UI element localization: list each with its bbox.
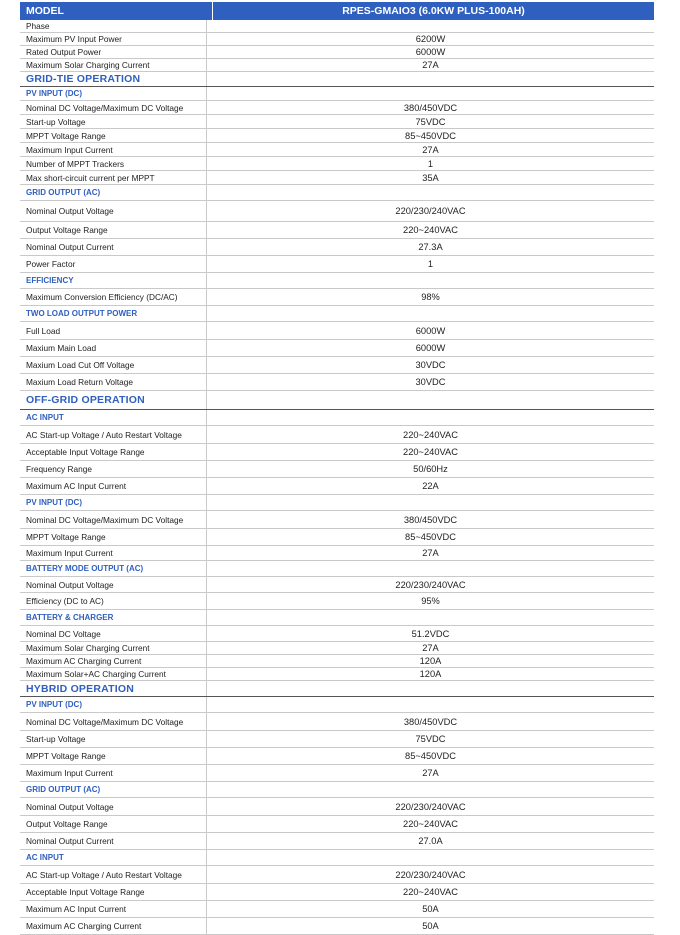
section-title: HYBRID OPERATION [26, 682, 135, 695]
spec-row [20, 374, 654, 391]
spec-value: 220~240VAC [206, 884, 654, 900]
spec-label: Nominal DC Voltage/Maximum DC Voltage [26, 102, 184, 113]
spec-label: Output Voltage Range [26, 819, 108, 829]
spec-value: 30VDC [206, 374, 654, 390]
spec-row [20, 239, 654, 256]
subsection-header-row [20, 850, 654, 866]
spec-value: 220~240VAC [206, 426, 654, 443]
spec-label: Nominal DC Voltage [26, 628, 101, 639]
spec-value: 50/60Hz [206, 461, 654, 477]
spec-label: Maximum AC Charging Current [26, 656, 142, 666]
spec-row [20, 511, 654, 529]
spec-label: Maximum Input Current [26, 548, 113, 558]
spec-label: MPPT Voltage Range [26, 130, 106, 141]
spec-label: Maximum PV Input Power [26, 34, 122, 44]
spec-value: 27A [206, 546, 654, 560]
section-title: BATTERY MODE OUTPUT (AC) [26, 564, 144, 573]
spec-value [206, 681, 654, 696]
spec-value: 1 [206, 157, 654, 170]
subsection-header-row [20, 185, 654, 201]
spec-label: Maximum AC Charging Current [26, 921, 142, 931]
spec-value: 27A [206, 143, 654, 156]
spec-row [20, 20, 654, 33]
spec-value [206, 697, 654, 712]
subsection-header-row [20, 561, 654, 577]
spec-value: 6000W [206, 322, 654, 339]
spec-value: 22A [206, 478, 654, 494]
spec-value: 380/450VDC [206, 713, 654, 730]
spec-row [20, 157, 654, 171]
spec-row [20, 322, 654, 340]
spec-label: Efficiency (DC to AC) [26, 596, 104, 606]
spec-row [20, 426, 654, 444]
spec-row [20, 798, 654, 816]
spec-row [20, 546, 654, 561]
spec-value: 220~240VAC [206, 444, 654, 460]
subsection-header-row [20, 87, 654, 101]
spec-value: 27A [206, 642, 654, 654]
spec-value: 380/450VDC [206, 511, 654, 528]
spec-value [206, 87, 654, 100]
spec-label: Number of MPPT Trackers [26, 158, 125, 169]
subsection-header-row [20, 410, 654, 426]
spec-label: Full Load [26, 325, 61, 336]
section-title: AC INPUT [26, 413, 64, 422]
spec-label: Nominal DC Voltage/Maximum DC Voltage [26, 514, 184, 525]
spec-value: 27A [206, 765, 654, 781]
spec-row [20, 357, 654, 374]
spec-row [20, 46, 654, 59]
spec-label: Max short-circuit current per MPPT [26, 172, 155, 183]
subsection-header-row [20, 697, 654, 713]
subsection-header-row [20, 306, 654, 322]
spec-label: AC Start-up Voltage / Auto Restart Voltage [26, 429, 182, 440]
spec-label: AC Start-up Voltage / Auto Restart Voltage [26, 869, 182, 880]
spec-label: Maximum Conversion Efficiency (DC/AC) [26, 292, 178, 302]
spec-value: 220/230/240VAC [206, 866, 654, 883]
spec-label: Nominal Output Voltage [26, 206, 114, 216]
spec-value: 220/230/240VAC [206, 798, 654, 815]
spec-label: Start-up Voltage [26, 116, 86, 127]
spec-label: Nominal Output Voltage [26, 579, 114, 590]
spec-label: Maximum Solar Charging Current [26, 643, 150, 653]
spec-value [206, 495, 654, 510]
spec-row [20, 577, 654, 593]
section-title: EFFICIENCY [26, 276, 74, 285]
spec-label: Maximum Input Current [26, 768, 113, 778]
spec-value: 50A [206, 901, 654, 917]
spec-label: Nominal Output Voltage [26, 801, 114, 812]
spec-value [206, 20, 654, 32]
spec-row [20, 918, 654, 935]
spec-row [20, 444, 654, 461]
spec-label: Maximum Solar+AC Charging Current [26, 669, 166, 679]
spec-value: 75VDC [206, 115, 654, 128]
subsection-header-row [20, 495, 654, 511]
section-title: TWO LOAD OUTPUT POWER [26, 309, 138, 318]
spec-label: MPPT Voltage Range [26, 532, 106, 542]
spec-value [206, 610, 654, 625]
spec-label: Power Factor [26, 259, 76, 269]
spec-row [20, 115, 654, 129]
spec-row [20, 833, 654, 850]
spec-row [20, 478, 654, 495]
spec-row [20, 642, 654, 655]
spec-value: 51.2VDC [206, 626, 654, 641]
spec-value: 85~450VDC [206, 529, 654, 545]
spec-value: 220~240VAC [206, 222, 654, 238]
spec-label: Nominal Output Current [26, 836, 114, 846]
section-title: PV INPUT (DC) [26, 89, 82, 98]
section-header-row [20, 681, 654, 697]
spec-value: 30VDC [206, 357, 654, 373]
spec-value [206, 273, 654, 288]
spec-value: 380/450VDC [206, 101, 654, 114]
spec-row [20, 748, 654, 765]
spec-sheet [20, 2, 654, 935]
spec-value: 27.3A [206, 239, 654, 255]
section-title: AC INPUT [26, 853, 64, 862]
section-title: OFF-GRID OPERATION [26, 394, 145, 406]
spec-row [20, 129, 654, 143]
spec-row [20, 713, 654, 731]
spec-label: Maximum Input Current [26, 144, 113, 155]
spec-value: 220~240VAC [206, 816, 654, 832]
spec-value: 6000W [206, 340, 654, 356]
subsection-header-row [20, 273, 654, 289]
spec-label: Acceptable Input Voltage Range [26, 887, 145, 897]
spec-row [20, 593, 654, 610]
spec-value [206, 850, 654, 865]
spec-label: Output Voltage Range [26, 225, 108, 235]
spec-row [20, 731, 654, 748]
spec-value: 220/230/240VAC [206, 201, 654, 221]
spec-label: Maxium Main Load [26, 343, 97, 353]
spec-label: Maxium Load Return Voltage [26, 377, 134, 387]
section-title: GRID OUTPUT (AC) [26, 188, 101, 197]
section-header-row [20, 391, 654, 410]
spec-row [20, 256, 654, 273]
spec-value: 85~450VDC [206, 129, 654, 142]
spec-row [20, 901, 654, 918]
spec-row [20, 201, 654, 222]
section-header-row [20, 72, 654, 87]
spec-value [206, 185, 654, 200]
spec-label: Nominal DC Voltage/Maximum DC Voltage [26, 716, 184, 727]
subsection-header-row [20, 782, 654, 798]
spec-value: 98% [206, 289, 654, 305]
spec-label: Rated Output Power [26, 47, 102, 57]
spec-row [20, 101, 654, 115]
spec-table-body [20, 20, 654, 935]
spec-row [20, 668, 654, 681]
spec-value [206, 561, 654, 576]
spec-row [20, 765, 654, 782]
section-title: GRID OUTPUT (AC) [26, 785, 101, 794]
subsection-header-row [20, 610, 654, 626]
spec-label: Maximum AC Input Current [26, 904, 127, 914]
spec-value [206, 782, 654, 797]
spec-value: 120A [206, 668, 654, 680]
spec-value: 27A [206, 59, 654, 71]
spec-label: Frequency Range [26, 464, 92, 474]
table-header [20, 2, 654, 20]
model-name: RPES-GMAIO3 (6.0KW PLUS-100AH) [212, 2, 654, 20]
spec-label: Maximum Solar Charging Current [26, 60, 150, 70]
spec-row [20, 529, 654, 546]
spec-value [206, 391, 654, 409]
spec-value: 95% [206, 593, 654, 609]
spec-row [20, 461, 654, 478]
spec-value: 35A [206, 171, 654, 184]
spec-row [20, 884, 654, 901]
spec-row [20, 171, 654, 185]
spec-row [20, 626, 654, 642]
spec-label: Acceptable Input Voltage Range [26, 447, 145, 457]
section-title: PV INPUT (DC) [26, 700, 82, 709]
section-title: PV INPUT (DC) [26, 498, 82, 507]
section-title: GRID-TIE OPERATION [26, 73, 141, 85]
spec-row [20, 655, 654, 668]
spec-label: Phase [26, 21, 50, 31]
spec-value [206, 72, 654, 86]
spec-value: 6000W [206, 46, 654, 58]
spec-value: 27.0A [206, 833, 654, 849]
spec-row [20, 289, 654, 306]
spec-row [20, 816, 654, 833]
spec-value [206, 306, 654, 321]
spec-row [20, 866, 654, 884]
spec-row [20, 33, 654, 46]
spec-label: Nominal Output Current [26, 242, 114, 252]
spec-value: 220/230/240VAC [206, 577, 654, 592]
spec-value: 75VDC [206, 731, 654, 747]
spec-row [20, 222, 654, 239]
spec-label: Maximum AC Input Current [26, 481, 127, 491]
spec-value [206, 410, 654, 425]
spec-value: 50A [206, 918, 654, 934]
spec-value: 85~450VDC [206, 748, 654, 764]
spec-row [20, 143, 654, 157]
spec-row [20, 340, 654, 357]
spec-value: 6200W [206, 33, 654, 45]
spec-value: 1 [206, 256, 654, 272]
spec-value: 120A [206, 655, 654, 667]
spec-label: MPPT Voltage Range [26, 751, 106, 761]
spec-row [20, 59, 654, 72]
section-title: BATTERY & CHARGER [26, 613, 114, 622]
spec-label: Maxium Load Cut Off Voltage [26, 360, 135, 370]
model-label: MODEL [26, 5, 64, 17]
spec-label: Start-up Voltage [26, 734, 86, 744]
